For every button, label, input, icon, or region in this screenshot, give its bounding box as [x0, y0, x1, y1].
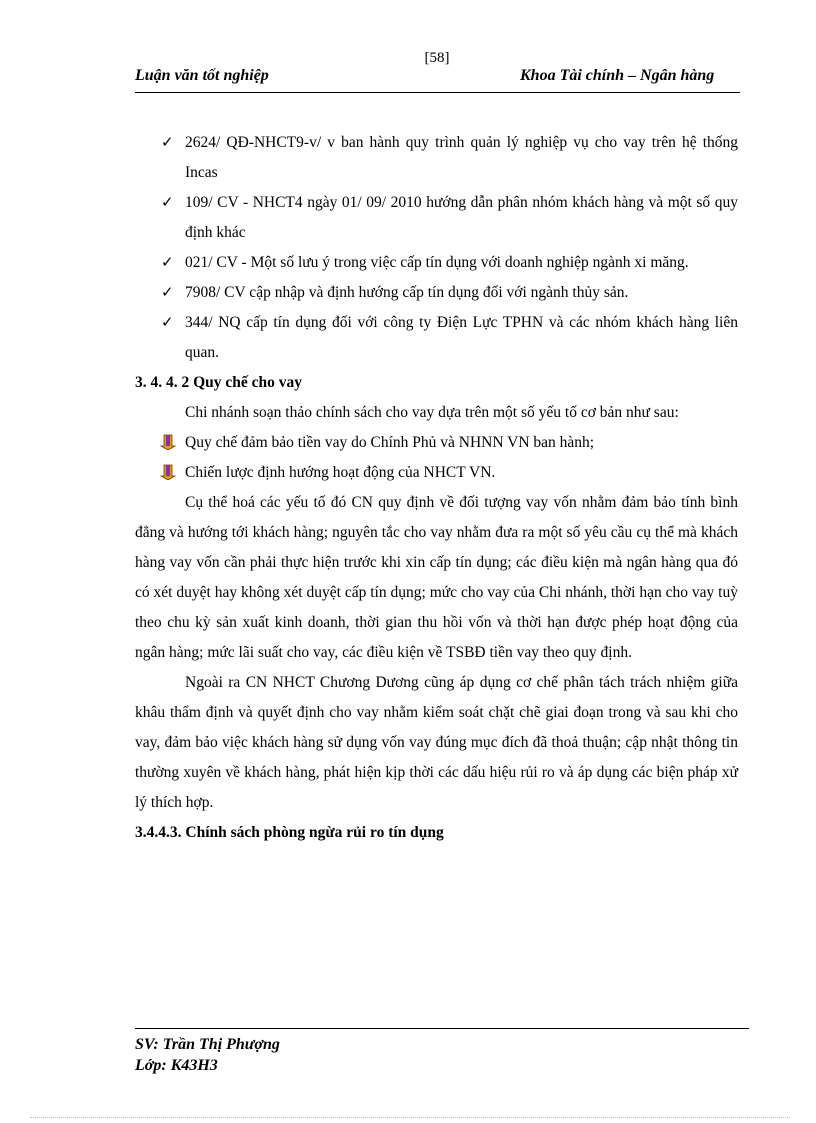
arrow-bullet-icon — [160, 434, 176, 450]
header-rule — [135, 92, 740, 93]
checkmark-icon: ✓ — [161, 255, 174, 271]
bullet-item-text: Quy chế đảm bảo tiền vay do Chính Phủ và NHNN VN ban hành; — [185, 434, 595, 451]
footer-class: Lớp: K43H3 — [135, 1057, 218, 1074]
check-item-text: 7908/ CV cập nhập và định hướng cấp tín dụng đối với ngành thủy sản. — [185, 284, 629, 301]
footer-student-name: SV: Trần Thị Phượng — [135, 1036, 280, 1053]
page-number: [58] — [424, 50, 450, 66]
check-item — [135, 308, 738, 368]
check-item-text: 109/ CV - NHCT4 ngày 01/ 09/ 2010 hướng dẫn phân nhóm khách hàng và một số quy định khác — [185, 194, 738, 241]
bullet-item — [135, 428, 738, 458]
paragraph-intro: Chi nhánh soạn thảo chính sách cho vay dựa trên một số yếu tố cơ bản như sau: — [185, 404, 679, 421]
page-body — [135, 128, 738, 848]
checkmark-icon: ✓ — [161, 135, 174, 151]
check-item — [135, 128, 738, 188]
check-item — [135, 278, 738, 308]
section-heading-quy-che: 3. 4. 4. 2 Quy chế cho vay — [135, 374, 303, 391]
arrow-bullet-icon — [160, 464, 176, 480]
paragraph-loan-rules: Cụ thể hoá các yếu tố đó CN quy định về đối tượng vay vốn nhằm đảm bảo tính bình đẳng và hướng tới khách hàng; nguyên tắc cho vay nhằm đưa ra một số yêu cầu cụ thể mà khách hàng vay vốn cần phải thực hiện trước khi xin cấp tín dụng; các điều kiện mà ngân hàng qua đó có xét duyệt hay không xét duyệt cấp tín dụng; mức cho vay của Chi nhánh, thời hạn cho vay tuỳ theo chu kỳ sản xuất kinh doanh, thời gian thu hồi vốn và thời hạn được phép hoạt động của ngân hàng; mức lãi suất cho vay, các điều kiện về TSBĐ tiền vay theo quy định. — [135, 494, 738, 661]
checkmark-icon: ✓ — [161, 315, 174, 331]
check-item-text: 2624/ QĐ-NHCT9-v/ v ban hành quy trình quản lý nghiệp vụ cho vay trên hệ thống Incas — [185, 134, 738, 181]
checkmark-icon: ✓ — [161, 285, 174, 301]
check-item-text: 344/ NQ cấp tín dụng đối với công ty Điện Lực TPHN và các nhóm khách hàng liên quan. — [185, 314, 738, 361]
header-faculty: Khoa Tài chính – Ngân hàng — [520, 67, 715, 84]
header-thesis-title: Luận văn tốt nghiệp — [135, 67, 269, 84]
check-item — [135, 248, 738, 278]
section-heading-phong-ngua: 3.4.4.3. Chính sách phòng ngừa rủi ro tín dụng — [135, 824, 444, 841]
paragraph-separation: Ngoài ra CN NHCT Chương Dương cũng áp dụng cơ chế phân tách trách nhiệm giữa khâu thẩm định và quyết định cho vay nhằm kiểm soát chặt chẽ giai đoạn trong và sau khi cho vay, đảm bảo việc khách hàng sử dụng vốn vay đúng mục đích đã thoả thuận; cập nhật thông tin thường xuyên về khách hàng, phát hiện kịp thời các dấu hiệu rủi ro và áp dụng các biện pháp xử lý thích hợp. — [135, 674, 738, 811]
bullet-item-text: Chiến lược định hướng hoạt động của NHCT VN. — [185, 464, 496, 481]
check-item-text: 021/ CV - Một số lưu ý trong việc cấp tín dụng với doanh nghiệp ngành xi măng. — [185, 254, 689, 271]
page-bottom-border — [30, 1117, 790, 1118]
footer-rule — [135, 1028, 749, 1029]
checkmark-icon: ✓ — [161, 195, 174, 211]
check-item — [135, 188, 738, 248]
bullet-item — [135, 458, 738, 488]
